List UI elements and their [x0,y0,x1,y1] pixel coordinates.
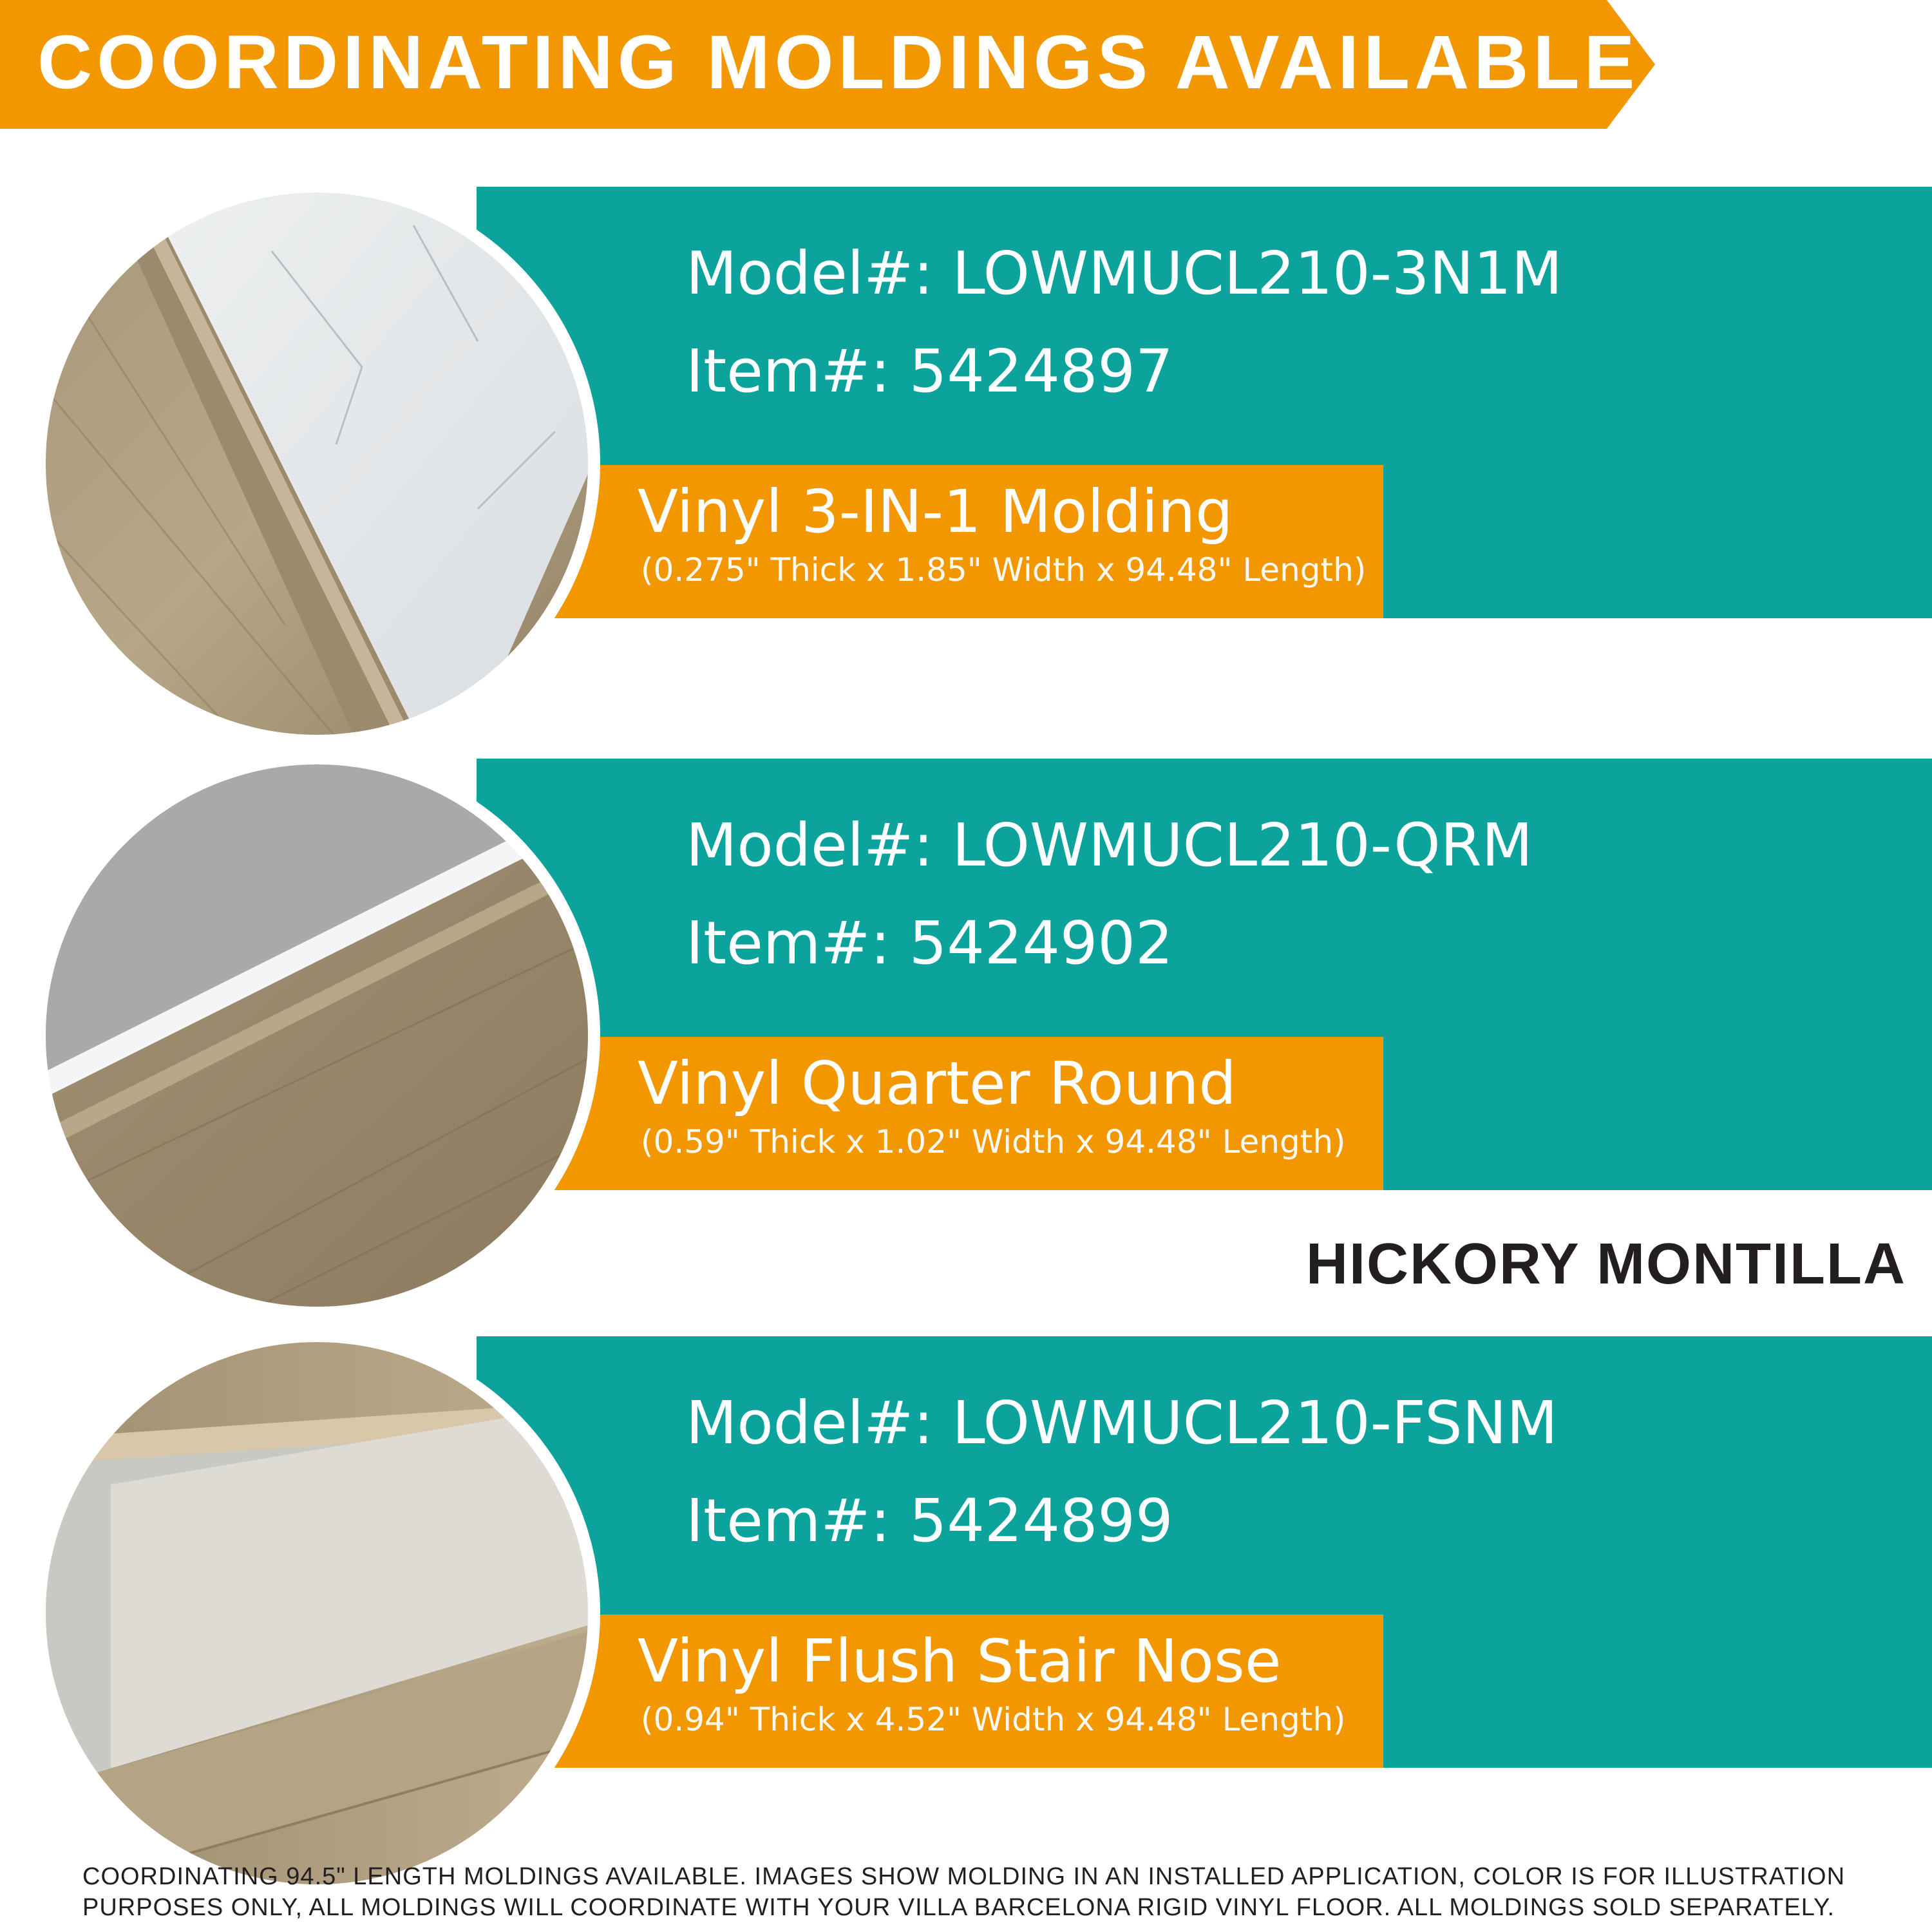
footer-disclaimer: COORDINATING 94.5" LENGTH MOLDINGS AVAILABLE. IMAGES SHOW MOLDING IN AN INSTALLED APPLICATION, COLOR IS FOR ILLUSTRATION PURPOSES ONLY, ALL MOLDINGS WILL COORDINATE WITH YOUR VILLA BARCELONA RIGID VINYL FLOOR. ALL MOLDINGS SOLD SEPARATELY. [82,1863,1846,1921]
product-dimensions: (0.59" Thick x 1.02" Width x 94.48" Length) [641,1123,1346,1160]
product-card-stair-nose [0,1336,1932,1852]
stair-nose-photo [27,1323,607,1903]
header-banner [0,0,1655,129]
product-dimensions: (0.275" Thick x 1.85" Width x 94.48" Length) [641,551,1367,589]
item-number: Item#: 5424897 [686,337,1173,406]
product-title: Vinyl Quarter Round [638,1049,1236,1118]
quarter-round-photo [27,746,607,1325]
product-title: Vinyl 3-IN-1 Molding [638,477,1233,546]
model-number: Model#: LOWMUCL210-QRM [686,811,1533,880]
brand-name: HICKORY MONTILLA [1306,1232,1906,1296]
item-number: Item#: 5424902 [686,909,1173,978]
model-number: Model#: LOWMUCL210-3N1M [686,239,1563,308]
product-dimensions: (0.94" Thick x 4.52" Width x 94.48" Length) [641,1701,1346,1738]
3-in-1-molding-photo [27,174,607,753]
model-number: Model#: LOWMUCL210-FSNM [686,1388,1558,1457]
product-title: Vinyl Flush Stair Nose [638,1627,1282,1696]
banner-title: COORDINATING MOLDINGS AVAILABLE [37,20,1640,105]
item-number: Item#: 5424899 [686,1486,1173,1555]
product-card-quarter-round [0,759,1932,1274]
product-card-3-in-1 [0,187,1932,702]
